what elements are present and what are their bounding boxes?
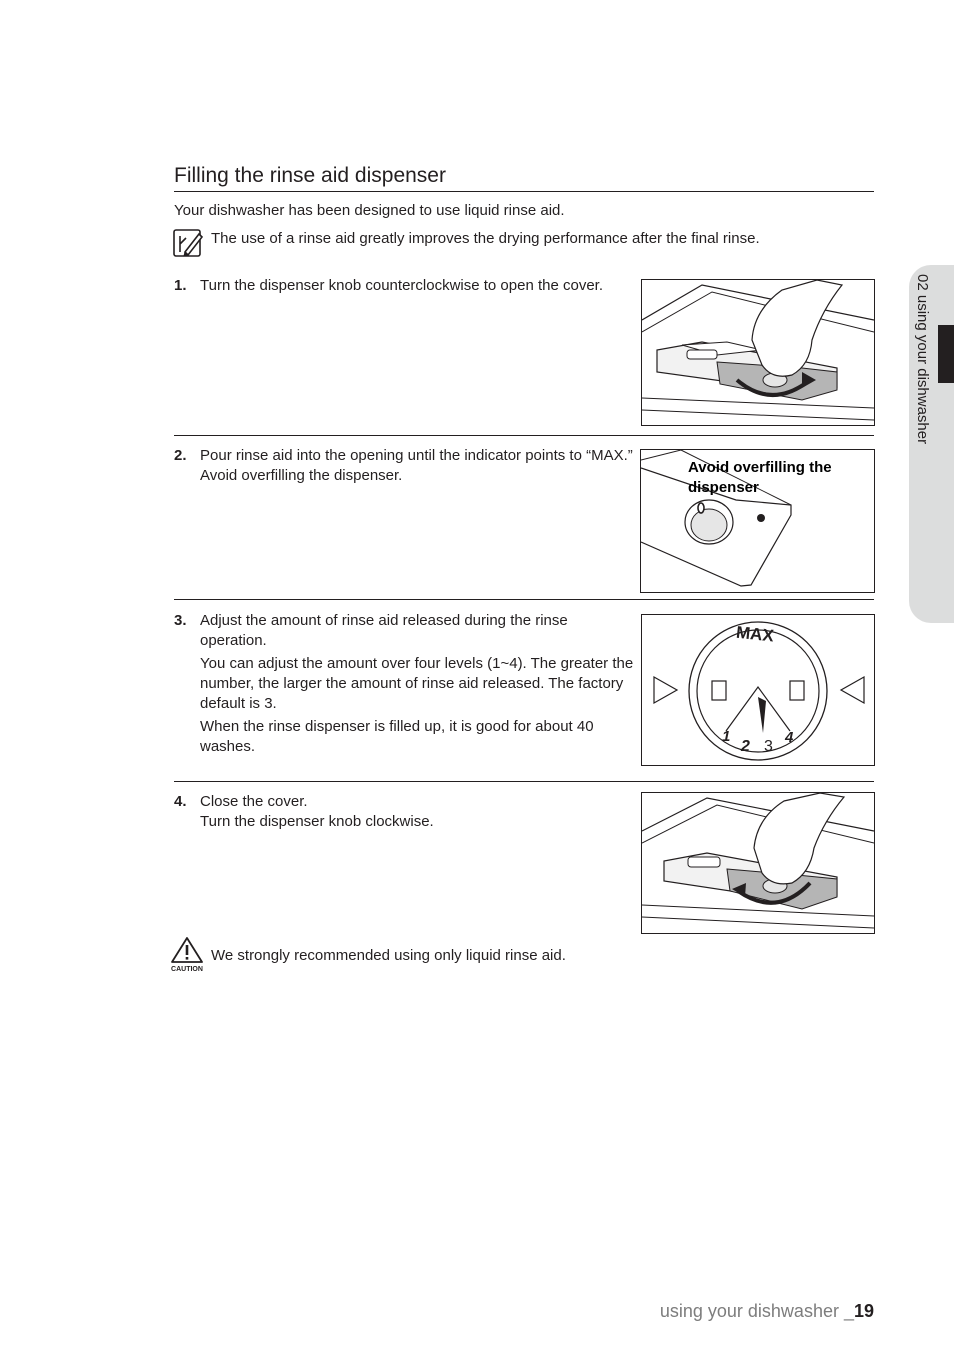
step-text: When the rinse dispenser is filled up, it is good for about 40 washes. <box>200 718 594 755</box>
step-number: 4. <box>174 793 187 810</box>
step-text: Turn the dispenser knob counterclockwise to open the cover. <box>200 277 604 294</box>
dial-level-label: 4 <box>785 729 794 746</box>
section-title: Filling the rinse aid dispenser <box>174 164 446 187</box>
page-footer <box>660 1301 874 1322</box>
step-text: Close the cover. <box>200 793 308 810</box>
step-1 <box>174 276 634 299</box>
figure-label: Avoid overfilling the dispenser <box>688 459 832 496</box>
step-number: 3. <box>174 612 187 629</box>
footer-text: using your dishwasher _ <box>659 1301 854 1321</box>
figure-close-cover <box>641 792 875 934</box>
figure-open-cover <box>641 279 875 426</box>
intro-text: Your dishwasher has been designed to use liquid rinse aid. <box>174 202 565 219</box>
caution-label: CAUTION <box>171 966 203 973</box>
step-3 <box>174 611 634 760</box>
step-divider <box>174 781 874 782</box>
caution-triangle-icon <box>168 937 206 973</box>
step-divider <box>174 599 874 600</box>
title-rule <box>174 191 874 192</box>
step-4 <box>174 792 634 832</box>
chapter-marker <box>938 325 954 383</box>
step-text: Pour rinse aid into the opening until the indicator points to “MAX.” Avoid overfilling the dispenser. <box>200 447 633 484</box>
dial-level-label: 3 <box>764 738 773 755</box>
step-2 <box>174 446 634 489</box>
step-text: Adjust the amount of rinse aid released during the rinse operation. <box>200 612 568 649</box>
caution-text: We strongly recommended using only liquid rinse aid. <box>211 947 566 964</box>
step-divider <box>174 435 874 436</box>
dial-max-label: MAX <box>735 622 775 646</box>
figure-fill-max <box>640 449 875 593</box>
step-text: You can adjust the amount over four levels (1~4). The greater the number, the larger the amount of rinse aid released. The factory default is 3. <box>200 655 634 712</box>
note-text: The use of a rinse aid greatly improves the drying performance after the final rinse. <box>211 230 760 247</box>
note-pencil-icon <box>172 228 204 258</box>
step-number: 2. <box>174 447 187 464</box>
step-text: Turn the dispenser knob clockwise. <box>200 813 434 830</box>
figure-dial <box>641 614 875 766</box>
dial-level-label: 1 <box>722 728 731 745</box>
dial-level-label: 2 <box>741 738 750 755</box>
chapter-tab-label: 02 using your dishwasher <box>914 274 931 445</box>
step-number: 1. <box>174 277 187 294</box>
page-number: 19 <box>853 1301 874 1321</box>
